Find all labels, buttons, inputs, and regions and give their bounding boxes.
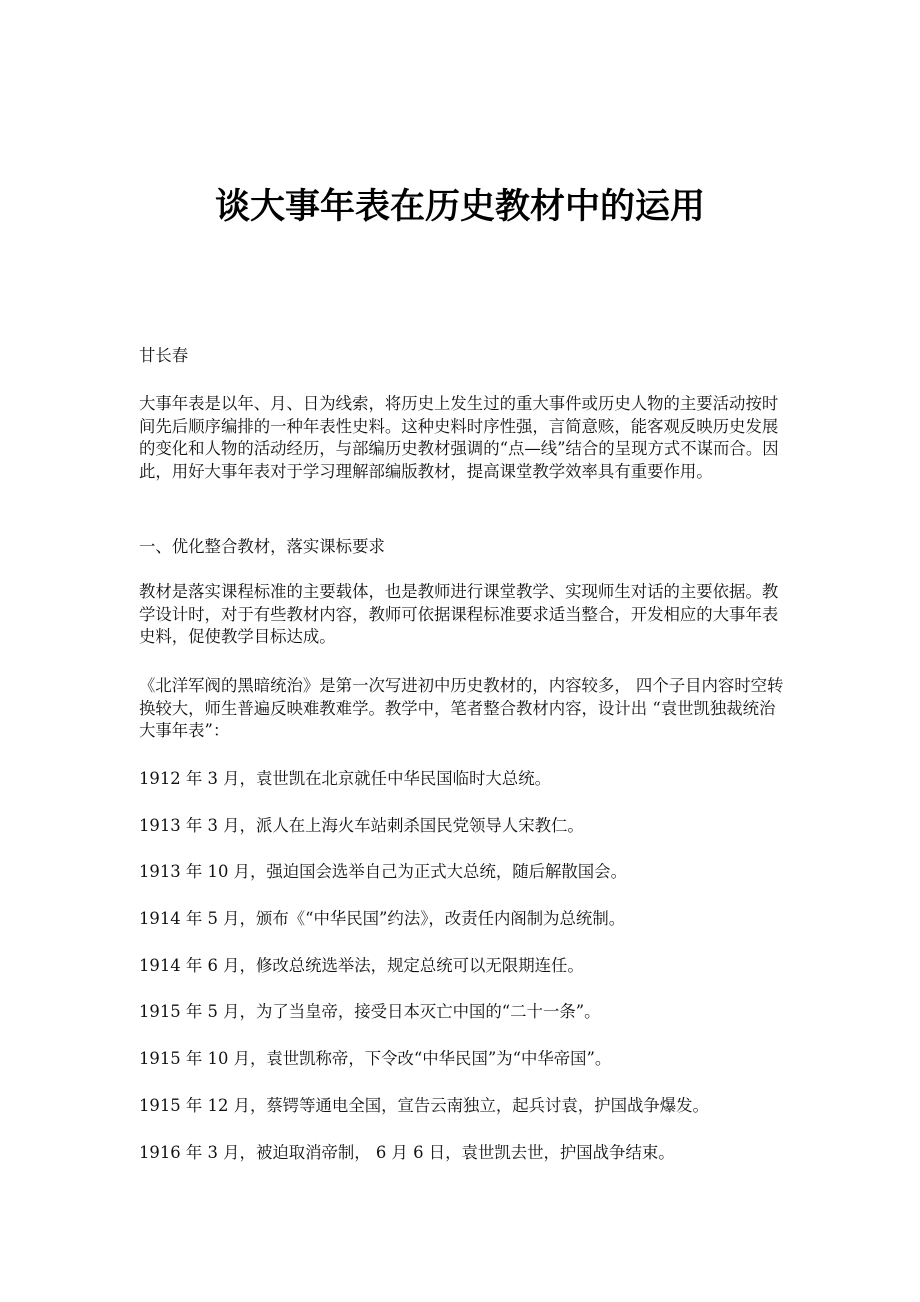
chronology-item: 1915 年 5 月，为了当皇帝，接受日本灭亡中国的“二十一条”。: [139, 1002, 601, 1022]
chronology-item: 1914 年 6 月，修改总统选举法，规定总统可以无限期连任。: [139, 955, 584, 975]
chronology-item: 1915 年 12 月，蔡锷等通电全国，宣告云南独立，起兵讨袁，护国战争爆发。: [139, 1095, 709, 1115]
author-name: 甘长春: [139, 346, 189, 365]
section-heading: 一、优化整合教材，落实课标要求: [139, 537, 385, 556]
section-paragraph: 《北洋军阀的黑暗统治》是第一次写进初中历史教材的，内容较多， 四个子目内容时空转换较大，师生普遍反映难教难学。教学中，笔者整合教材内容，设计出 “袁世凯独裁统治大事年表”：: [139, 676, 784, 740]
chronology-item: 1913 年 3 月，派人在上海火车站刺杀国民党领导人宋教仁。: [139, 815, 584, 835]
chronology-item: 1913 年 10 月，强迫国会选举自己为正式大总统，随后解散国会。: [139, 862, 627, 882]
document-title: 谈大事年表在历史教材中的运用: [214, 187, 705, 227]
intro-paragraph: 大事年表是以年、月、日为线索，将历史上发生过的重大事件或历史人物的主要活动按时间先后顺序编排的一种年表性史料。这种史料时序性强，言简意赅，能客观反映历史发展的变化和人物的活动经历，与部编历史教材强调的“点—线”结合的呈现方式不谋而合。因此，用好大事年表对于学习理解部编版教材，提高课堂教学效率具有重要作用。: [139, 394, 779, 481]
chronology-list: [139, 768, 819, 1188]
chronology-item: 1914 年 5 月，颁布《“中华民国”约法》，改责任内阁制为总统制。: [139, 909, 626, 929]
section-paragraph: 教材是落实课程标准的主要载体，也是教师进行课堂教学、实现师生对话的主要依据。教学设计时，对于有些教材内容，教师可依据课程标准要求适当整合，开发相应的大事年表史料，促使教学目标达成。: [139, 582, 779, 646]
chronology-item: 1915 年 10 月，袁世凯称帝，下令改“中华民国”为“中华帝国”。: [139, 1049, 612, 1069]
chronology-item: 1912 年 3 月，袁世凯在北京就任中华民国临时大总统。: [139, 769, 551, 788]
chronology-item: 1916 年 3 月，被迫取消帝制， 6 月 6 日，袁世凯去世，护国战争结束。: [139, 1142, 675, 1162]
